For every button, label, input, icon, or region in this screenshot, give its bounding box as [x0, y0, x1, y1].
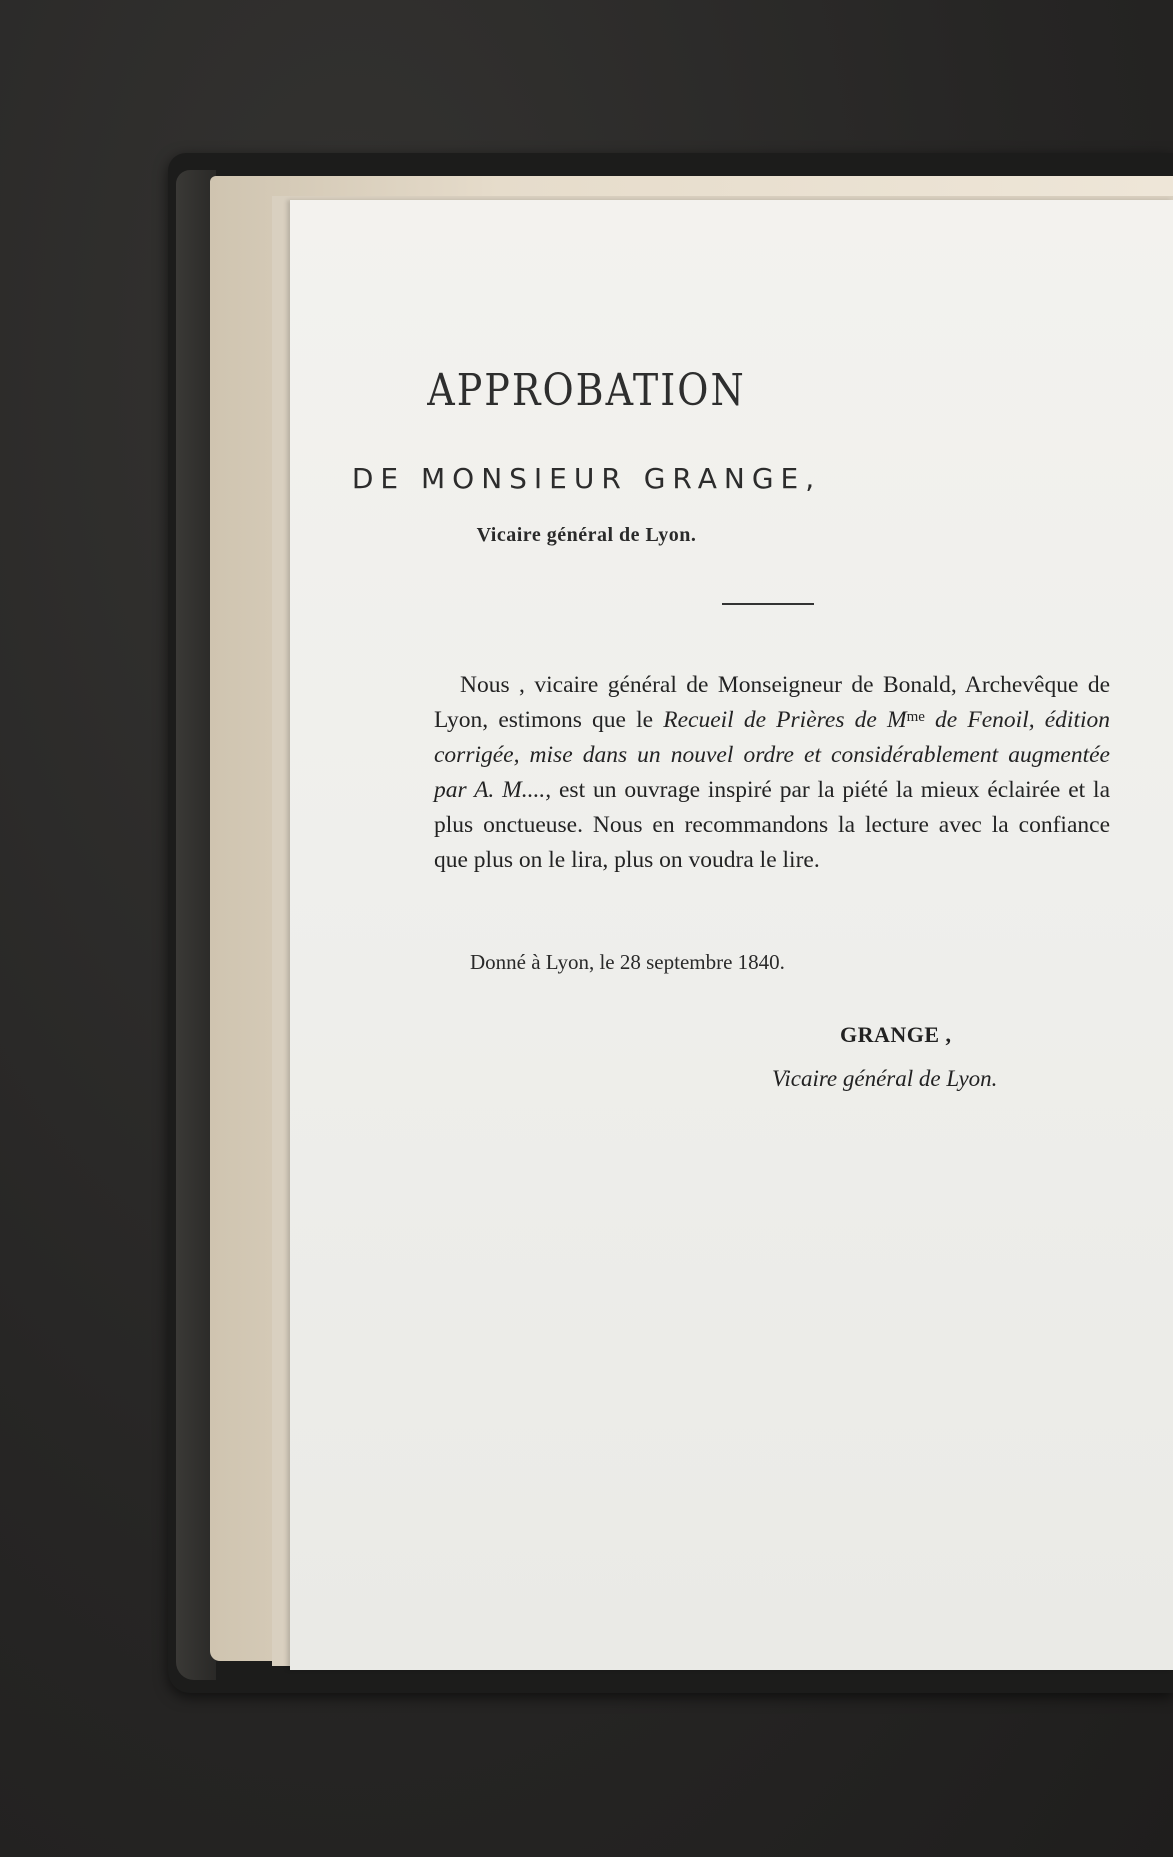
body-text-start: Nous , vicaire général de Monseigneur de Bonald, Archevêque de Lyon, estimons que le: [434, 672, 1110, 733]
body-text-italic: Recueil de Prières de M: [663, 707, 907, 733]
page-subtitle: DE MONSIEUR GRANGE,: [351, 462, 822, 495]
body-text-italic-2: de Fenoil, édition corrigée, mise dans un nouvel ordre et considérablement augmentée par A. M....,: [434, 707, 1111, 803]
book-page: [290, 200, 1173, 1670]
body-paragraph: [434, 668, 1110, 878]
date-line: Donné à Lyon, le 28 septembre 1840.: [470, 950, 785, 974]
page-title: APPROBATION: [427, 364, 746, 416]
signature-name: GRANGE ,: [840, 1022, 952, 1047]
page-subtitle-role: Vicaire général de Lyon.: [476, 524, 697, 546]
divider-rule: [722, 603, 814, 605]
signature-title: Vicaire général de Lyon.: [772, 1066, 998, 1091]
body-text-superscript: me: [906, 709, 925, 725]
body-text-end: est un ouvrage inspiré par la piété la mieux éclairée et la plus onctueuse. Nous en recommandons la lecture avec la confiance que plus on le lira, plus on voudra le lire.: [434, 777, 1111, 873]
